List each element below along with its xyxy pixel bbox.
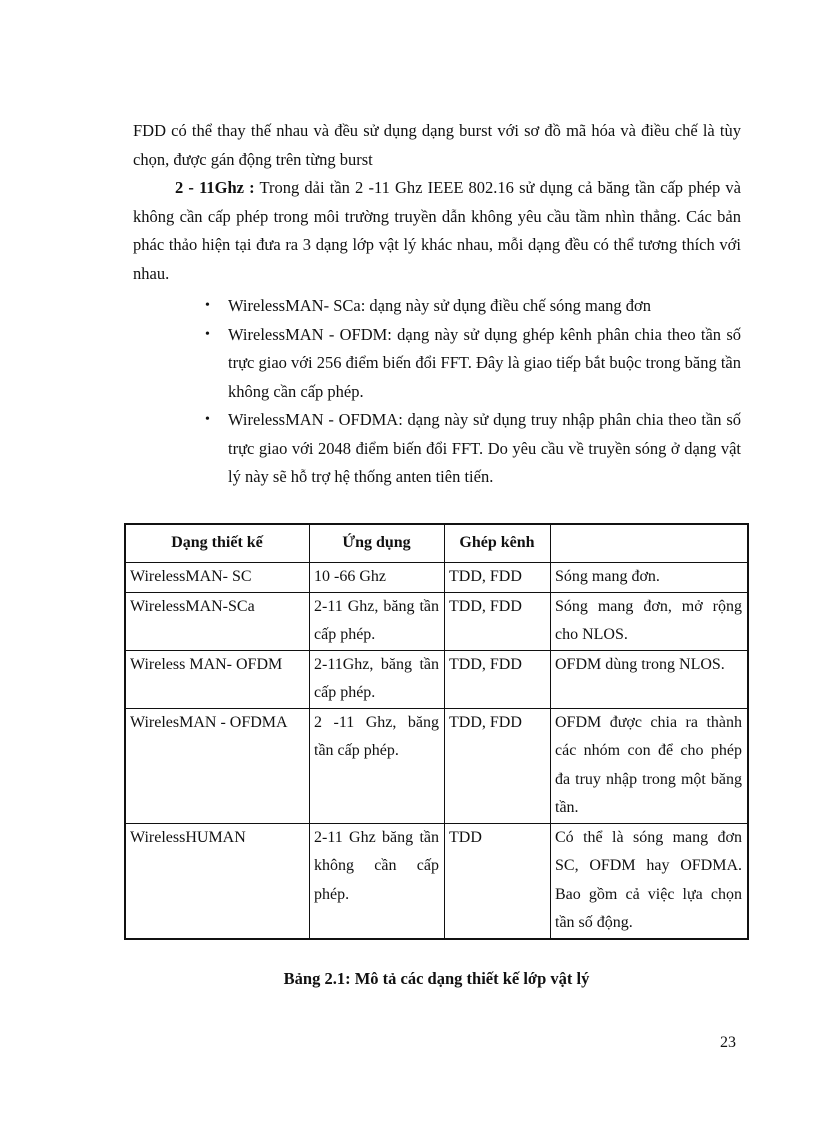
list-item-text: WirelessMAN - OFDM: dạng này sử dụng ghép kênh phân chia theo tần số trực giao với 256 điểm biến đổi FFT. Đây là giao tiếp bắt buộc trong băng tần không cần cấp phép. <box>228 324 741 401</box>
table-caption: Bảng 2.1: Mô tả các dạng thiết kế lớp vật lý <box>283 969 590 988</box>
column-header-duplexing: Ghép kênh <box>445 524 551 563</box>
table-cell: 2-11 Ghz, băng tần cấp phép. <box>310 592 445 650</box>
table-cell: TDD <box>445 823 551 939</box>
list-item <box>205 321 741 407</box>
table-cell: Wireless MAN- OFDM <box>125 650 310 708</box>
table-cell: WirelessMAN- SC <box>125 563 310 593</box>
table-cell: TDD, FDD <box>445 708 551 823</box>
list-item <box>205 406 741 492</box>
list-item-text: WirelessMAN - OFDMA: dạng này sử dụng truy nhập phân chia theo tần số trực giao với 2048 điểm biến đổi FFT. Do yêu cầu về truyền sóng ở dạng vật lý này sẽ hỗ trợ hệ thống anten tiên tiến. <box>228 410 741 486</box>
paragraph-fdd: FDD có thể thay thế nhau và đều sử dụng dạng burst với sơ đồ mã hóa và điều chế là tùy chọn, được gán động trên từng burst <box>133 121 741 169</box>
paragraph-2-11ghz <box>133 174 741 288</box>
table-cell: 2 -11 Ghz, băng tần cấp phép. <box>310 708 445 823</box>
bullet-list <box>205 292 741 492</box>
table-cell: TDD, FDD <box>445 650 551 708</box>
table-row <box>125 650 748 708</box>
table-row <box>125 563 748 593</box>
table-cell: 2-11Ghz, băng tần cấp phép. <box>310 650 445 708</box>
column-header-application: Ứng dụng <box>310 524 445 563</box>
column-header-design: Dạng thiết kế <box>125 524 310 563</box>
list-item <box>205 292 741 321</box>
bullet-icon: • <box>205 326 210 342</box>
table-cell: WirelesMAN - OFDMA <box>125 708 310 823</box>
table-header-row <box>125 524 748 563</box>
table-cell: OFDM dùng trong NLOS. <box>551 650 749 708</box>
table-cell: 2-11 Ghz băng tần không cần cấp phép. <box>310 823 445 939</box>
table-cell: Sóng mang đơn. <box>551 563 749 593</box>
paragraph-body: Trong dải tần 2 -11 Ghz IEEE 802.16 sử dụng cả băng tần cấp phép và không cần cấp phép trong môi trường truyền dẫn không yêu cầu tầm nhìn thẳng. Các bản phác thảo hiện tại đưa ra 3 dạng lớp vật lý khác nhau, mỗi dạng đều có thể tương thích với nhau. <box>133 178 741 283</box>
table-cell: WirelessHUMAN <box>125 823 310 939</box>
table-row <box>125 708 748 823</box>
table-cell: 10 -66 Ghz <box>310 563 445 593</box>
table-cell: Có thể là sóng mang đơn SC, OFDM hay OFDMA. Bao gồm cả việc lựa chọn tần số động. <box>551 823 749 939</box>
bullet-icon: • <box>205 412 210 427</box>
column-header-description <box>551 524 749 563</box>
physical-layer-table <box>124 523 749 940</box>
table-cell: WirelessMAN-SCa <box>125 592 310 650</box>
paragraph-lead-bold: 2 - 11Ghz : <box>175 178 255 197</box>
table-cell: TDD, FDD <box>445 592 551 650</box>
page-number: 23 <box>720 1034 736 1051</box>
table-row <box>125 592 748 650</box>
list-item-text: WirelessMAN- SCa: dạng này sử dụng điều chế sóng mang đơn <box>228 296 652 315</box>
table-row <box>125 823 748 939</box>
bullet-icon: • <box>205 298 210 313</box>
table-cell: OFDM được chia ra thành các nhóm con để cho phép đa truy nhập trong một băng tần. <box>551 708 749 823</box>
table-cell: TDD, FDD <box>445 563 551 593</box>
table-cell: Sóng mang đơn, mở rộng cho NLOS. <box>551 592 749 650</box>
